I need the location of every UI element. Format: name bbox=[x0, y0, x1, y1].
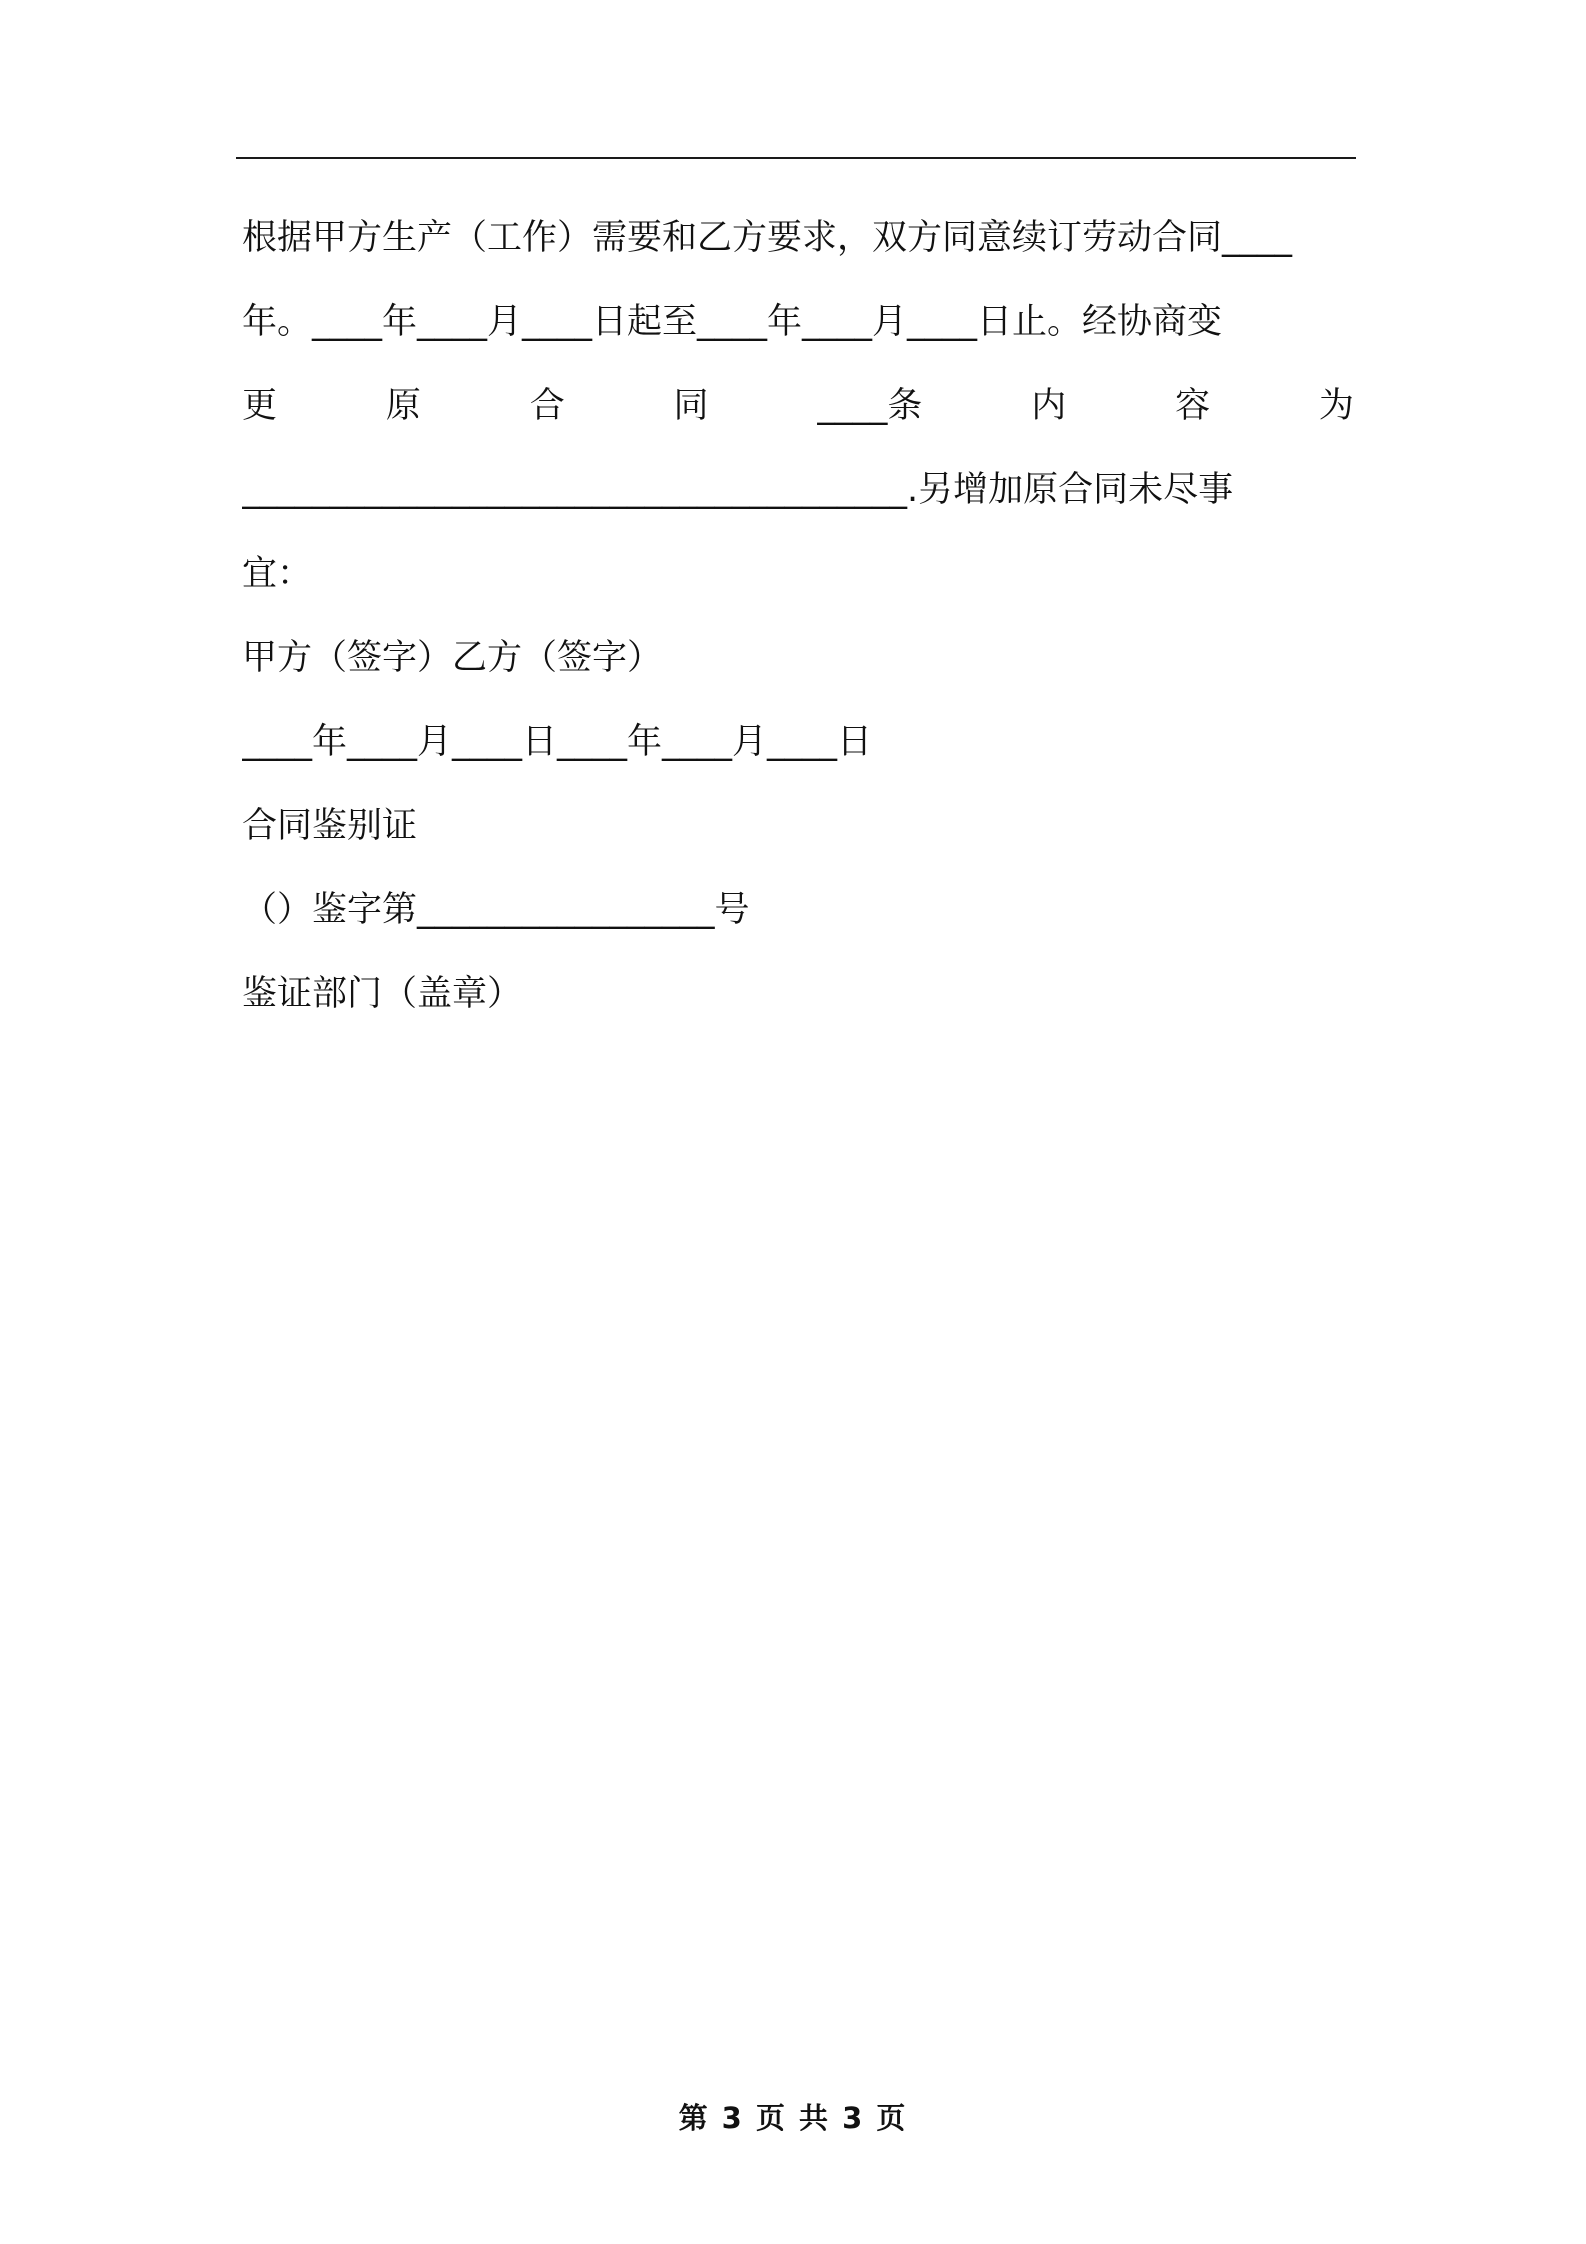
date-line: ____年____月____日____年____月____日 bbox=[242, 722, 873, 762]
header-rule bbox=[236, 157, 1356, 159]
justified-char: 为 bbox=[1318, 386, 1354, 426]
certifying-department-line: 鉴证部门（盖章） bbox=[242, 974, 523, 1014]
justified-char: 内 bbox=[1031, 386, 1067, 426]
certificate-number-line: （）鉴字第_________________号 bbox=[242, 890, 750, 930]
certificate-title: 合同鉴别证 bbox=[242, 806, 418, 846]
paragraph-line-1: 根据甲方生产（工作）需要和乙方要求，双方同意续订劳动合同____ bbox=[242, 218, 1293, 258]
page-number: 第 3 页 共 3 页 bbox=[678, 2101, 908, 2135]
paragraph-line-2: 年。____年____月____日起至____年____月____日止。经协商变 bbox=[242, 302, 1223, 342]
paragraph-line-4: ______________________________________.另增加原合同未尽事 bbox=[242, 470, 1234, 510]
justified-char: 同 bbox=[673, 386, 709, 426]
signature-line: 甲方（签字）乙方（签字） bbox=[242, 638, 663, 678]
justified-blank: ____条 bbox=[817, 386, 923, 426]
justified-char: 更 bbox=[242, 386, 278, 426]
paragraph-line-5: 宜： bbox=[242, 554, 313, 594]
paragraph-line-3 bbox=[242, 364, 1354, 448]
justified-char: 合 bbox=[529, 386, 565, 426]
justified-char: 容 bbox=[1175, 386, 1211, 426]
justified-char: 原 bbox=[385, 386, 421, 426]
contract-body bbox=[242, 196, 1354, 1036]
